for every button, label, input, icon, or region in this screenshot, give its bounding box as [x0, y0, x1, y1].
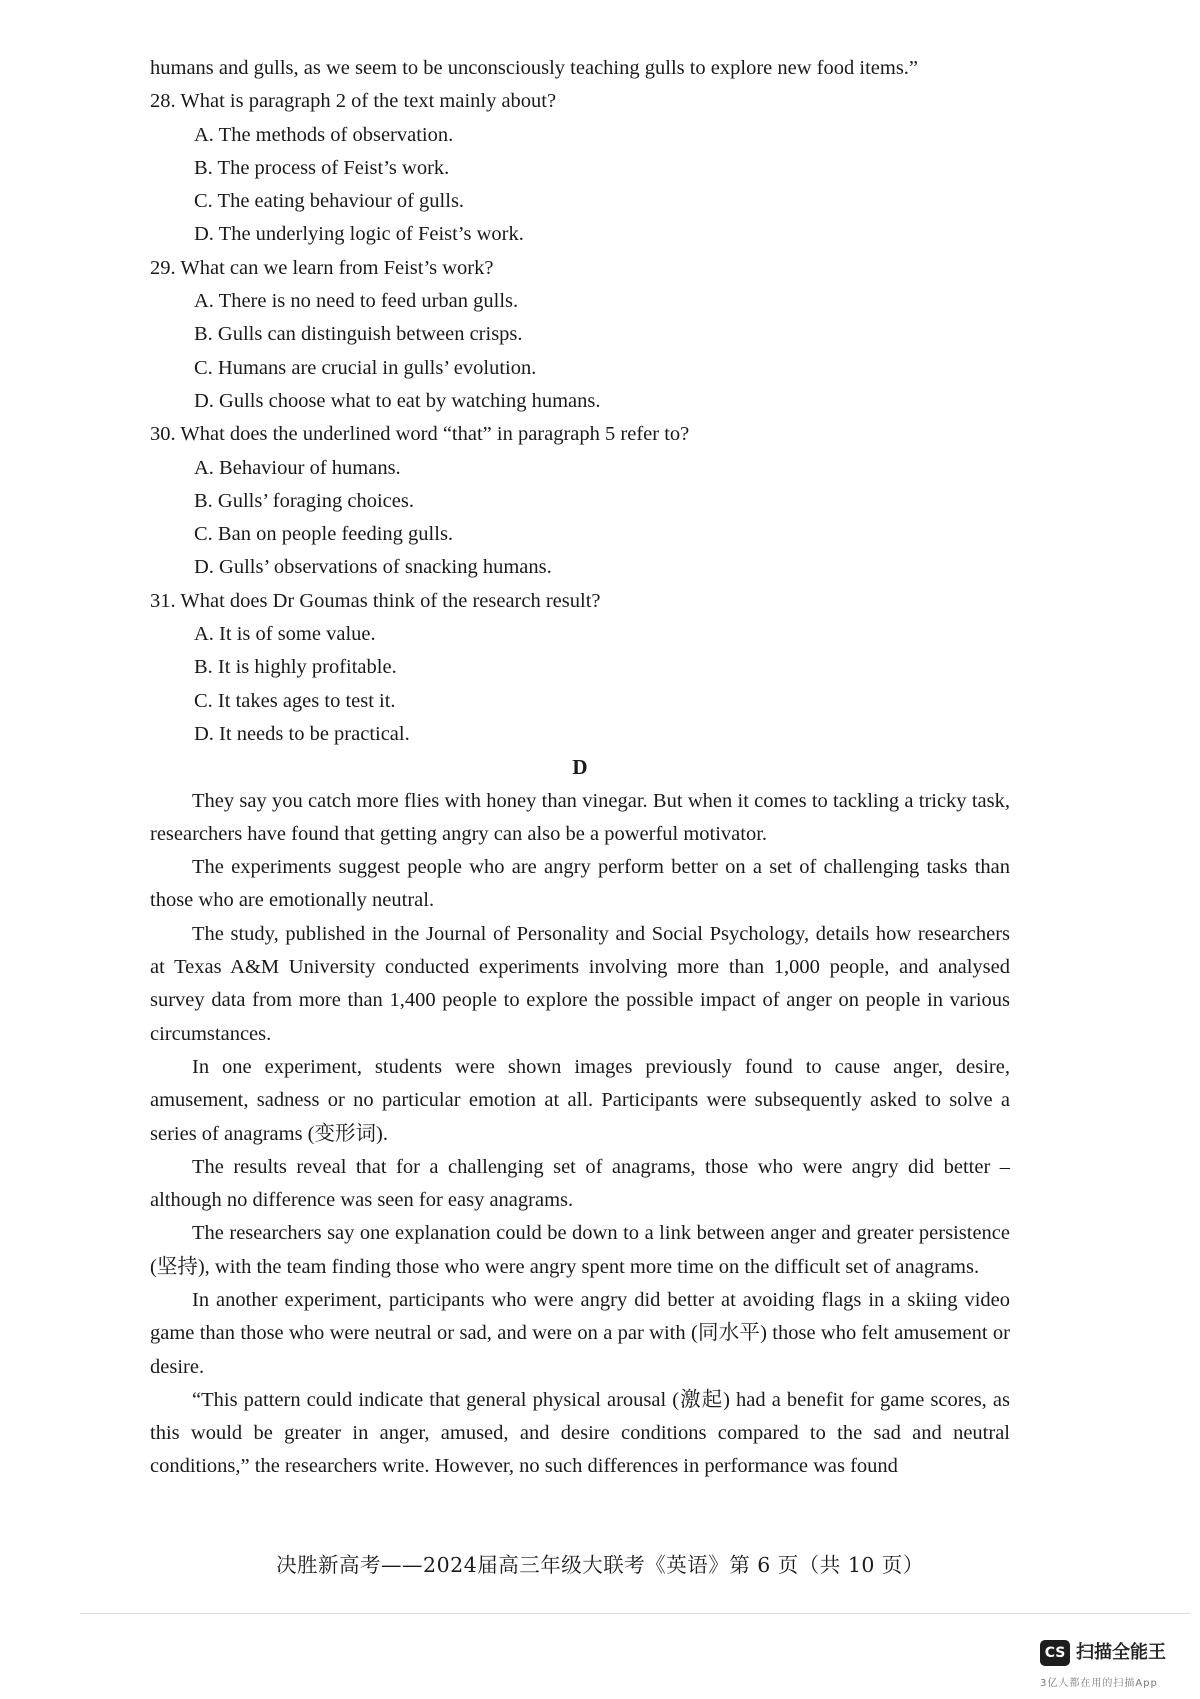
scanner-tagline: 3亿人都在用的扫描App — [1040, 1678, 1158, 1689]
question-stem — [150, 252, 1010, 285]
question-number: 28. — [150, 90, 176, 113]
camscanner-logo-icon: CS — [1040, 1640, 1070, 1666]
page-footer: 决胜新高考——2024届高三年级大联考《英语》第 6 页（共 10 页） — [276, 1553, 924, 1577]
passage-paragraph-2: The experiments suggest people who are angry perform better on a set of challenging tasks than those who are emotionally neutral. — [150, 856, 1010, 912]
question-29 — [150, 252, 1010, 418]
passage-paragraph-3: The study, published in the Journal of Personality and Social Psychology, details how researchers at Texas A&M University conducted experiments involving more than 1,000 people, and analysed survey data from more than 1,400 people to explore the possible impact of anger on people in various circumstances. — [150, 922, 1010, 1045]
option-a: A. Behaviour of humans. — [194, 456, 401, 479]
continued-text-line: humans and gulls, as we seem to be unconsciously teaching gulls to explore new food items.” — [150, 57, 919, 79]
question-number: 29. — [150, 256, 176, 279]
question-28 — [150, 85, 1010, 251]
scanner-watermark — [1040, 1638, 1200, 1698]
option-b: B. Gulls’ foraging choices. — [194, 489, 414, 512]
passage-paragraph-6: The researchers say one explanation could be down to a link between anger and greater persistence (坚持), with the team finding those who were angry spent more time on the difficult set of anagrams. — [150, 1222, 1010, 1278]
question-text: What is paragraph 2 of the text mainly about? — [180, 90, 557, 113]
scanner-app-name: 扫描全能王 — [1076, 1642, 1166, 1663]
option-c: C. The eating behaviour of gulls. — [194, 190, 465, 213]
passage-paragraph-5: The results reveal that for a challenging set of anagrams, those who were angry did better – although no difference was seen for easy anagrams. — [150, 1155, 1010, 1212]
option-b: B. It is highly profitable. — [194, 656, 397, 679]
option-a: A. There is no need to feed urban gulls. — [194, 290, 519, 313]
section-title: D — [572, 755, 588, 780]
question-stem — [150, 585, 1010, 618]
question-text: What does the underlined word “that” in paragraph 5 refer to? — [180, 423, 690, 446]
passage-paragraph-8: “This pattern could indicate that general physical arousal (激起) had a benefit for game scores, as this would be greater in anger, amused, and desire conditions compared to the sad and neutral conditions,” the researchers write. However, no such differences in performance was found — [150, 1388, 1010, 1478]
option-d: D. The underlying logic of Feist’s work. — [194, 223, 524, 246]
question-number: 31. — [150, 589, 176, 612]
question-text: What can we learn from Feist’s work? — [180, 256, 494, 279]
exam-page — [150, 52, 1010, 1484]
option-b: B. The process of Feist’s work. — [194, 156, 450, 179]
option-a: A. The methods of observation. — [194, 123, 454, 146]
passage-paragraph-1: They say you catch more flies with honey than vinegar. But when it comes to tackling a tricky task, researchers have found that getting angry can also be a powerful motivator. — [150, 789, 1010, 845]
question-stem — [150, 418, 1010, 451]
option-c: C. Humans are crucial in gulls’ evolution. — [194, 356, 537, 379]
question-31 — [150, 585, 1010, 751]
option-d: D. Gulls choose what to eat by watching humans. — [194, 389, 601, 412]
option-d: D. It needs to be practical. — [194, 722, 410, 745]
option-c: C. Ban on people feeding gulls. — [194, 523, 454, 546]
question-text: What does Dr Goumas think of the research result? — [180, 589, 601, 612]
question-stem — [150, 85, 1010, 118]
passage-paragraph-4: In one experiment, students were shown images previously found to cause anger, desire, amusement, sadness or no particular emotion at all. Participants were subsequently asked to solve a series of anagrams (变形词). — [150, 1055, 1010, 1145]
option-a: A. It is of some value. — [194, 623, 376, 646]
question-30 — [150, 418, 1010, 584]
question-number: 30. — [150, 423, 176, 446]
option-c: C. It takes ages to test it. — [194, 689, 396, 712]
option-b: B. Gulls can distinguish between crisps. — [194, 323, 523, 346]
option-d: D. Gulls’ observations of snacking humans. — [194, 556, 552, 579]
passage-paragraph-7: In another experiment, participants who were angry did better at avoiding flags in a skiing video game than those who were neutral or sad, and were on a par with (同水平) those who felt amusement or desire. — [150, 1288, 1010, 1378]
scan-divider — [80, 1613, 1190, 1614]
